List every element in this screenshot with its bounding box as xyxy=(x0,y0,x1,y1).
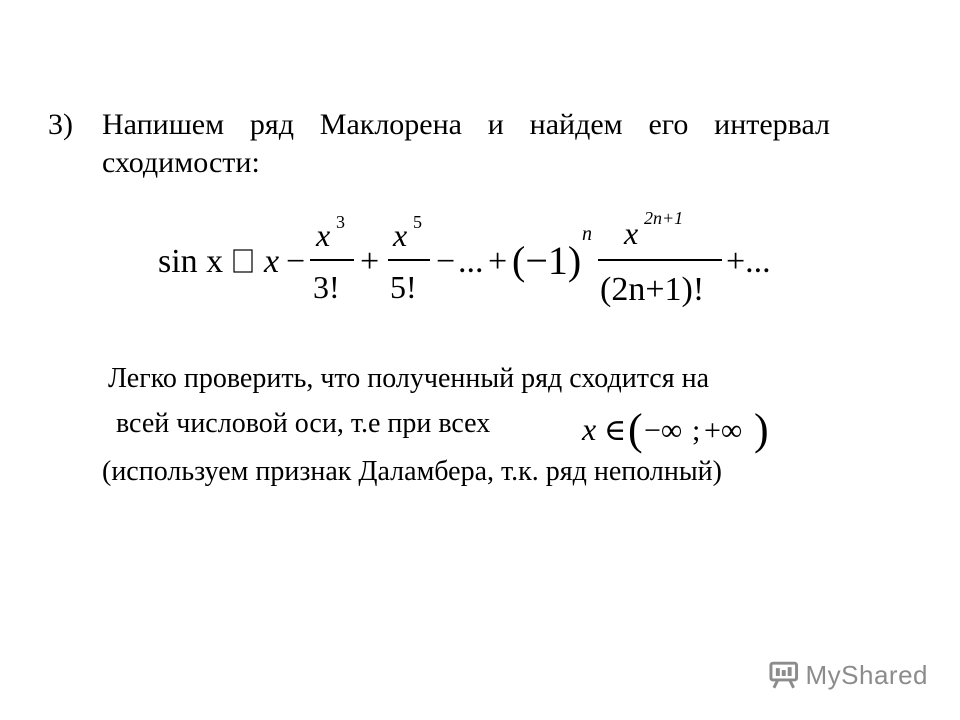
term1-numerator-base: x xyxy=(316,217,331,253)
convergence-interval xyxy=(580,398,780,458)
formula-lhs: sin x xyxy=(158,243,224,280)
relation-glyph-box xyxy=(234,250,252,272)
term1-denominator: 3! xyxy=(313,269,340,305)
term2-numerator-exp: 5 xyxy=(413,212,422,232)
list-item-text-line1: Напишем ряд Маклорена и найдем его интервал xyxy=(102,108,830,141)
maclaurin-series-formula xyxy=(150,200,790,320)
term2-numerator-base: x xyxy=(393,217,408,253)
general-denominator: (2n+1)! xyxy=(600,271,705,308)
interval-open-paren: ( xyxy=(628,405,643,454)
list-item-number: 3) xyxy=(48,108,73,141)
list-item-text-line2: сходимости: xyxy=(102,146,260,179)
general-numerator-exp: 2n+1 xyxy=(644,208,684,228)
formula-plus-2: + xyxy=(488,243,508,280)
watermark-text: MyShared xyxy=(805,659,928,690)
text-line-3: (используем признак Даламбера, т.к. ряд неполный) xyxy=(102,456,722,487)
formula-tail: +... xyxy=(726,243,771,280)
sign-exponent: n xyxy=(582,223,592,245)
formula-minus-1: − xyxy=(286,243,306,280)
term2-denominator: 5! xyxy=(390,269,417,305)
term1-numerator-exp: 3 xyxy=(336,212,345,232)
watermark xyxy=(768,657,928,693)
interval-variable: x xyxy=(582,411,597,447)
presentation-board-icon xyxy=(768,660,800,690)
element-of-symbol: ∈ xyxy=(604,414,627,447)
interval-close-paren: ) xyxy=(754,405,769,454)
text-line-2: всей числовой оси, т.е при всех xyxy=(116,408,491,439)
interval-upper-bound: +∞ xyxy=(704,414,743,447)
formula-plus-1: + xyxy=(360,243,380,280)
general-numerator-base: x xyxy=(624,215,639,251)
formula-ellipsis: ... xyxy=(458,243,484,280)
text-line-1: Легко проверить, что полученный ряд сходится на xyxy=(108,363,710,394)
interval-lower-bound: −∞ xyxy=(644,414,683,447)
formula-minus-2: − xyxy=(436,243,456,280)
interval-separator: ; xyxy=(692,414,701,447)
formula-x: x xyxy=(264,243,280,280)
sign-factor: (−1) xyxy=(512,238,582,283)
